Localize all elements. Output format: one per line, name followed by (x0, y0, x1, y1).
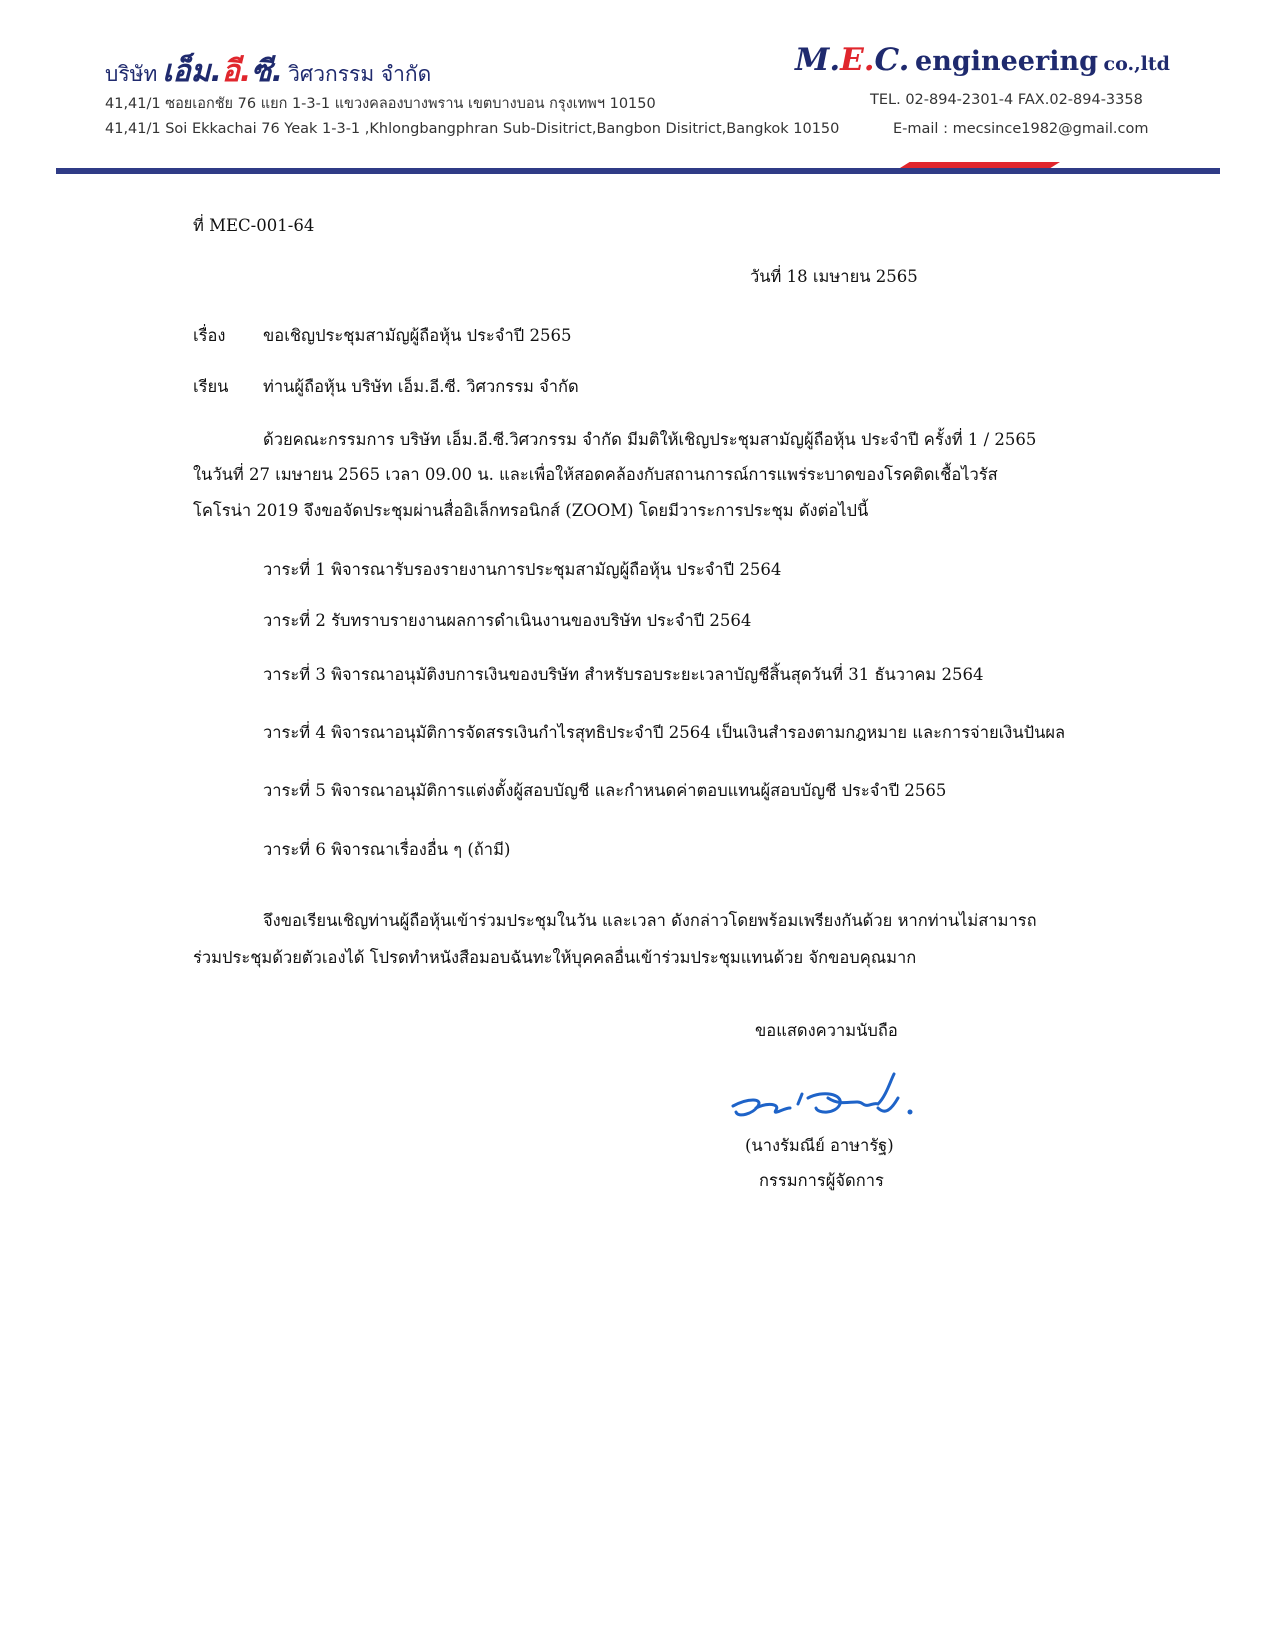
signatory-position: กรรมการผู้จัดการ (759, 1171, 884, 1190)
signature-image (728, 1068, 928, 1128)
signatory-name: (นางรัมณีย์ อาษารัฐ) (745, 1136, 894, 1155)
address-english: 41,41/1 Soi Ekkachai 76 Yeak 1-3-1 ,Khlongbangphran Sub-Disitrict,Bangbon Disitrict,Bangkok 10150 (105, 121, 840, 137)
agenda-item-2: วาระที่ 2 รับทราบรายงานผลการดำเนินงานของบริษัท ประจำปี 2564 (263, 611, 752, 630)
company-suffix-english: co.,ltd (1103, 53, 1170, 75)
email-address: E-mail : mecsince1982@gmail.com (893, 121, 1149, 137)
reference-number: ที่ MEC-001-64 (193, 216, 315, 235)
intro-line: โคโรน่า 2019 จึงขอจัดประชุมผ่านสื่ออิเล็กทรอนิกส์ (ZOOM) โดยมีวาระการประชุม ดังต่อไปนี้ (193, 501, 869, 520)
intro-line: ด้วยคณะกรรมการ บริษัท เอ็ม.อี.ซี.วิศวกรรม จำกัด มีมติให้เชิญประชุมสามัญผู้ถือหุ้น ประจำปี ครั้งที่ 1 / 2565 (263, 430, 1037, 449)
closing-line: ร่วมประชุมด้วยตัวเองได้ โปรดทำหนังสือมอบฉันทะให้บุคคลอื่นเข้าร่วมประชุมแทนด้วย จักขอบคุณมาก (193, 948, 917, 967)
agenda-item-1: วาระที่ 1 พิจารณารับรองรายงานการประชุมสามัญผู้ถือหุ้น ประจำปี 2564 (263, 560, 782, 579)
company-word-english: engineering (915, 46, 1098, 77)
company-suffix-thai: วิศวกรรม จำกัด (288, 62, 432, 86)
closing-regards: ขอแสดงความนับถือ (755, 1021, 898, 1040)
letter-date: วันที่ 18 เมษายน 2565 (750, 267, 918, 286)
agenda-item-4: วาระที่ 4 พิจารณาอนุมัติการจัดสรรเงินกำไรสุทธิประจำปี 2564 เป็นเงินสำรองตามกฎหมาย และการจ่ายเงินปันผล (263, 723, 1066, 742)
subject-label: เรื่อง (193, 326, 226, 345)
address-thai: 41,41/1 ซอยเอกชัย 76 แยก 1-3-1 แขวงคลองบางพราน เขตบางบอน กรุงเทพฯ 10150 (105, 96, 656, 112)
closing-line: จึงขอเรียนเชิญท่านผู้ถือหุ้นเข้าร่วมประชุมในวัน และเวลา ดังกล่าวโดยพร้อมเพรียงกันด้วย หากท่านไม่สามารถ (263, 911, 1037, 930)
phone-fax: TEL. 02-894-2301-4 FAX.02-894-3358 (870, 92, 1143, 108)
company-prefix-thai: บริษัท (105, 62, 158, 86)
company-name-thai (105, 48, 431, 88)
intro-line: ในวันที่ 27 เมษายน 2565 เวลา 09.00 น. และเพื่อให้สอดคล้องกับสถานการณ์การแพร่ระบาดของโรคติดเชื้อไวรัส (193, 465, 998, 484)
recipient-text: ท่านผู้ถือหุ้น บริษัท เอ็ม.อี.ซี. วิศวกรรม จำกัด (263, 377, 579, 396)
company-name-english (795, 42, 1170, 78)
agenda-item-5: วาระที่ 5 พิจารณาอนุมัติการแต่งตั้งผู้สอบบัญชี และกำหนดค่าตอบแทนผู้สอบบัญชี ประจำปี 2565 (263, 781, 947, 800)
company-mark-thai: เอ็ม.อี.ซี. (162, 54, 284, 89)
subject-text: ขอเชิญประชุมสามัญผู้ถือหุ้น ประจำปี 2565 (263, 326, 572, 345)
agenda-item-3: วาระที่ 3 พิจารณาอนุมัติงบการเงินของบริษัท สำหรับรอบระยะเวลาบัญชีสิ้นสุดวันที่ 31 ธันวาคม 2564 (263, 665, 984, 684)
recipient-label: เรียน (193, 377, 229, 396)
header-divider (56, 168, 1220, 174)
company-mark-english: M.E.C. (795, 42, 910, 78)
agenda-item-6: วาระที่ 6 พิจารณาเรื่องอื่น ๆ (ถ้ามี) (263, 840, 511, 859)
